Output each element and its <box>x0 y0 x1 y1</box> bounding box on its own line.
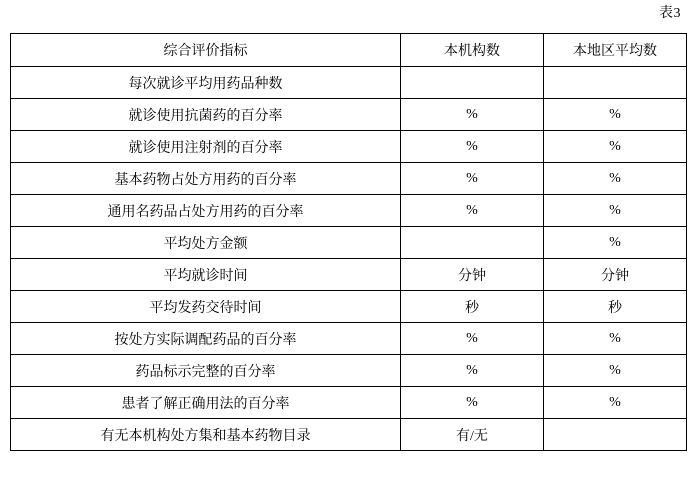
cell-own-value: 秒 <box>401 291 544 323</box>
cell-own-value: % <box>401 131 544 163</box>
table-row <box>11 419 687 451</box>
cell-own-value: % <box>401 99 544 131</box>
cell-indicator: 平均发药交待时间 <box>11 291 401 323</box>
cell-indicator: 通用名药品占处方用药的百分率 <box>11 195 401 227</box>
cell-indicator: 药品标示完整的百分率 <box>11 355 401 387</box>
cell-region-value <box>544 419 687 451</box>
cell-own-value <box>401 227 544 259</box>
cell-indicator: 每次就诊平均用药品种数 <box>11 67 401 99</box>
cell-own-value: % <box>401 323 544 355</box>
cell-indicator: 患者了解正确用法的百分率 <box>11 387 401 419</box>
table-row <box>11 131 687 163</box>
table-row <box>11 259 687 291</box>
evaluation-table-container <box>10 33 687 451</box>
cell-own-value: % <box>401 355 544 387</box>
evaluation-table <box>10 33 687 451</box>
cell-region-value: % <box>544 163 687 195</box>
cell-region-value: % <box>544 131 687 163</box>
cell-indicator: 平均就诊时间 <box>11 259 401 291</box>
table-row <box>11 387 687 419</box>
table-row <box>11 195 687 227</box>
cell-indicator: 就诊使用抗菌药的百分率 <box>11 99 401 131</box>
cell-indicator: 有无本机构处方集和基本药物目录 <box>11 419 401 451</box>
column-header-indicator: 综合评价指标 <box>11 34 401 67</box>
cell-indicator: 基本药物占处方用药的百分率 <box>11 163 401 195</box>
cell-own-value: % <box>401 387 544 419</box>
column-header-region-average: 本地区平均数 <box>544 34 687 67</box>
table-row <box>11 99 687 131</box>
table-header-row <box>11 34 687 67</box>
cell-indicator: 就诊使用注射剂的百分率 <box>11 131 401 163</box>
table-caption: 表3 <box>659 6 681 21</box>
column-header-own-institution: 本机构数 <box>401 34 544 67</box>
cell-region-value: % <box>544 227 687 259</box>
table-body <box>11 67 687 451</box>
cell-region-value: 秒 <box>544 291 687 323</box>
cell-region-value: 分钟 <box>544 259 687 291</box>
cell-indicator: 按处方实际调配药品的百分率 <box>11 323 401 355</box>
cell-indicator: 平均处方金额 <box>11 227 401 259</box>
table-row <box>11 163 687 195</box>
cell-region-value: % <box>544 355 687 387</box>
table-row <box>11 355 687 387</box>
cell-own-value: % <box>401 163 544 195</box>
cell-own-value: 分钟 <box>401 259 544 291</box>
cell-region-value: % <box>544 195 687 227</box>
cell-own-value: 有/无 <box>401 419 544 451</box>
cell-own-value <box>401 67 544 99</box>
table-row <box>11 291 687 323</box>
cell-region-value: % <box>544 387 687 419</box>
table-row <box>11 323 687 355</box>
cell-region-value <box>544 67 687 99</box>
table-row <box>11 67 687 99</box>
cell-region-value: % <box>544 323 687 355</box>
table-row <box>11 227 687 259</box>
cell-own-value: % <box>401 195 544 227</box>
cell-region-value: % <box>544 99 687 131</box>
